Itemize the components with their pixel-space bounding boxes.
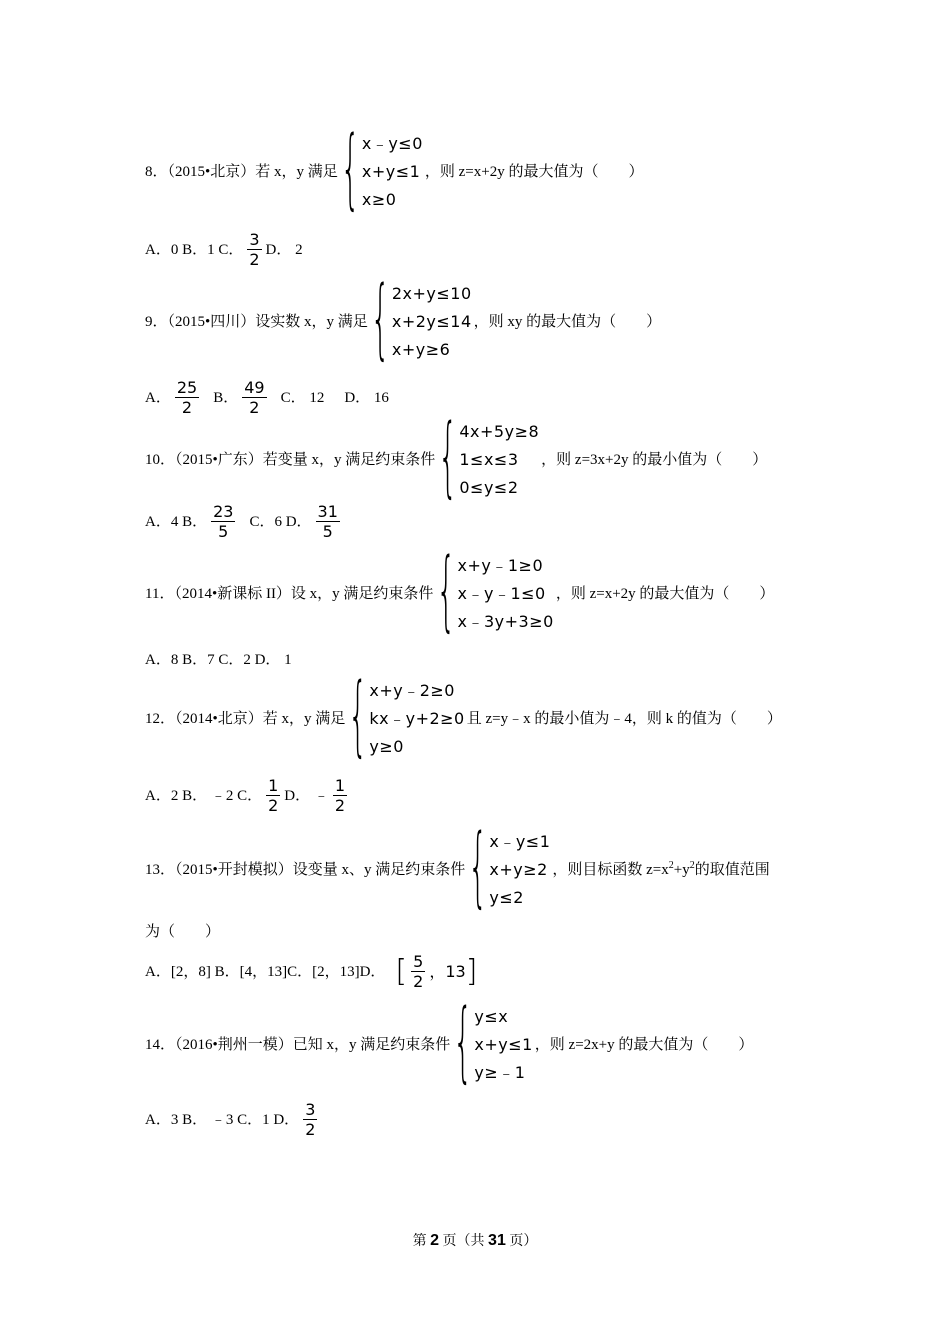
- question-tail: ，则 z=x+2y 的最大值为（ ）: [424, 164, 644, 180]
- question-tail: ，则 z=2x+y 的最大值为（ ）: [534, 1037, 754, 1053]
- question-stem: 10．（2015•广东）若变量 x，y 满足约束条件: [145, 452, 436, 468]
- numerator: 3: [249, 230, 260, 249]
- numerator: 1: [334, 776, 346, 795]
- numerator: 1: [268, 776, 279, 795]
- constraint-system: [438, 407, 540, 510]
- left-brace: {: [340, 119, 360, 222]
- option-text: A．2 B． ﹣2 C．: [145, 787, 263, 804]
- constraint-system: [370, 269, 472, 372]
- constraint-line: x+y﹣2≥0: [369, 681, 455, 700]
- constraint-line: 4x+5y≥8: [459, 422, 540, 441]
- question-tail: ，则 z=3x+2y 的最小值为（ ）: [541, 452, 768, 468]
- denominator: 2: [249, 398, 260, 417]
- question-11: [145, 541, 825, 644]
- fraction: [316, 502, 340, 541]
- fraction: [211, 502, 235, 541]
- page-number: 2: [430, 1232, 440, 1249]
- question-stem: 8．（2015•北京）若 x，y 满足: [145, 164, 338, 180]
- constraint-line: x+y≤1: [474, 1035, 533, 1054]
- denominator: 2: [334, 796, 346, 815]
- fraction: [411, 952, 425, 991]
- constraint-system: [436, 541, 554, 644]
- constraint-system: [468, 817, 551, 920]
- constraint-line: x+y≥6: [391, 340, 451, 359]
- right-bracket: ]: [465, 953, 478, 989]
- question-12: [145, 666, 825, 769]
- constraint-line: x+y≤1: [361, 162, 421, 181]
- option-label: A．: [145, 389, 171, 406]
- page-total: 31: [488, 1232, 506, 1249]
- numerator: 3: [305, 1100, 316, 1119]
- left-brace: {: [453, 992, 473, 1095]
- question-stem: 14．（2016•荆州一模）已知 x，y 满足约束条件: [145, 1037, 451, 1053]
- option-label: D． 16: [344, 389, 389, 406]
- answer-options-14: [145, 1100, 321, 1139]
- option-text: A．8 B．7 C．2 D． 1: [145, 652, 292, 668]
- constraint-line: x﹣3y+3≥0: [457, 612, 554, 631]
- option-label: B．: [213, 389, 239, 406]
- question-8: [145, 119, 825, 222]
- constraint-line: 0≤y≤2: [459, 478, 519, 497]
- question-stem: 13．（2015•开封模拟）设变量 x、y 满足约束条件: [145, 862, 466, 878]
- constraint-line: y≥0: [369, 737, 404, 756]
- denominator: 2: [181, 398, 193, 417]
- numerator: 25: [176, 378, 198, 397]
- left-brace: {: [370, 269, 390, 372]
- left-brace: {: [436, 541, 456, 644]
- fraction: [266, 776, 280, 815]
- question-tail: ，则 xy 的最大值为（ ）: [473, 314, 662, 330]
- constraint-line: x+2y≤14: [391, 312, 472, 331]
- numerator: 23: [213, 502, 234, 521]
- question-tail: ，则目标函数 $z=x^2+y^2$的取值范围: [552, 860, 770, 878]
- answer-options-11: [145, 650, 292, 670]
- question-10: [145, 407, 825, 510]
- answer-options-10: [145, 502, 344, 541]
- constraint-system: [453, 992, 533, 1095]
- constraint-line: x﹣y≤0: [361, 134, 423, 153]
- constraint-line: x+y﹣1≥0: [457, 556, 544, 575]
- option-text: A．3 B． ﹣3 C．1 D．: [145, 1111, 300, 1128]
- numerator: 31: [317, 502, 338, 521]
- question-stem: 12．（2014•北京）若 x，y 满足: [145, 711, 346, 727]
- question-tail: ，则 z=x+2y 的最大值为（ ）: [555, 586, 775, 602]
- question-stem: 11．（2014•新课标 II）设 x，y 满足约束条件: [145, 586, 434, 602]
- question-14: [145, 992, 825, 1095]
- question-stem: 9．（2015•四川）设实数 x，y 满足: [145, 314, 368, 330]
- option-text: A．[2，8] B．[4，13]C．[2，13]D．: [145, 963, 386, 980]
- constraint-line: x﹣y﹣1≤0: [457, 584, 546, 603]
- denominator: 2: [249, 250, 260, 269]
- question-13: [145, 817, 825, 920]
- constraint-line: 1≤x≤3: [459, 450, 519, 469]
- numerator: 5: [413, 952, 424, 971]
- left-brace: {: [348, 666, 368, 769]
- denominator: 2: [305, 1120, 316, 1139]
- constraint-system: [340, 119, 423, 222]
- option-label: C． 12: [280, 389, 325, 406]
- denominator: 5: [218, 522, 229, 541]
- answer-options-12: [145, 776, 351, 815]
- fraction: [303, 1100, 317, 1139]
- constraint-line: y≤2: [489, 888, 524, 907]
- interval-end: ，13: [429, 961, 466, 981]
- option-text: A．0 B．1 C．: [145, 241, 244, 258]
- question-13-continuation: 为（ ）: [145, 924, 221, 940]
- option-text: A．4 B．: [145, 513, 208, 530]
- denominator: 2: [413, 972, 424, 991]
- answer-options-13: [145, 952, 477, 991]
- question-9: [145, 269, 825, 372]
- constraint-line: x+y≥2: [489, 860, 548, 879]
- left-bracket: [: [395, 953, 408, 989]
- fraction: [333, 776, 347, 815]
- constraint-line: 2x+y≤10: [391, 284, 472, 303]
- numerator: 49: [244, 378, 265, 397]
- option-text: C．6 D．: [249, 513, 312, 530]
- page-footer: 第 2 页（共 31 页）: [412, 1232, 538, 1249]
- left-brace: {: [438, 407, 458, 510]
- constraint-line: x≥0: [361, 190, 397, 209]
- fraction: [175, 378, 199, 417]
- question-tail: 且 z=y﹣x 的最小值为﹣4，则 k 的值为（ ）: [466, 711, 782, 727]
- option-text: D． ﹣: [284, 787, 329, 804]
- constraint-line: y≥﹣1: [474, 1063, 526, 1082]
- fraction: [247, 230, 261, 269]
- constraint-line: y≤x: [474, 1007, 509, 1026]
- option-text: D． 2: [265, 241, 303, 258]
- left-brace: {: [468, 817, 488, 920]
- constraint-line: kx﹣y+2≥0: [369, 709, 465, 728]
- answer-options-8: [145, 230, 303, 269]
- denominator: 5: [322, 522, 333, 541]
- denominator: 2: [268, 796, 279, 815]
- constraint-line: x﹣y≤1: [489, 832, 551, 851]
- constraint-system: [348, 666, 465, 769]
- answer-options-9: [145, 378, 389, 417]
- fraction: [242, 378, 266, 417]
